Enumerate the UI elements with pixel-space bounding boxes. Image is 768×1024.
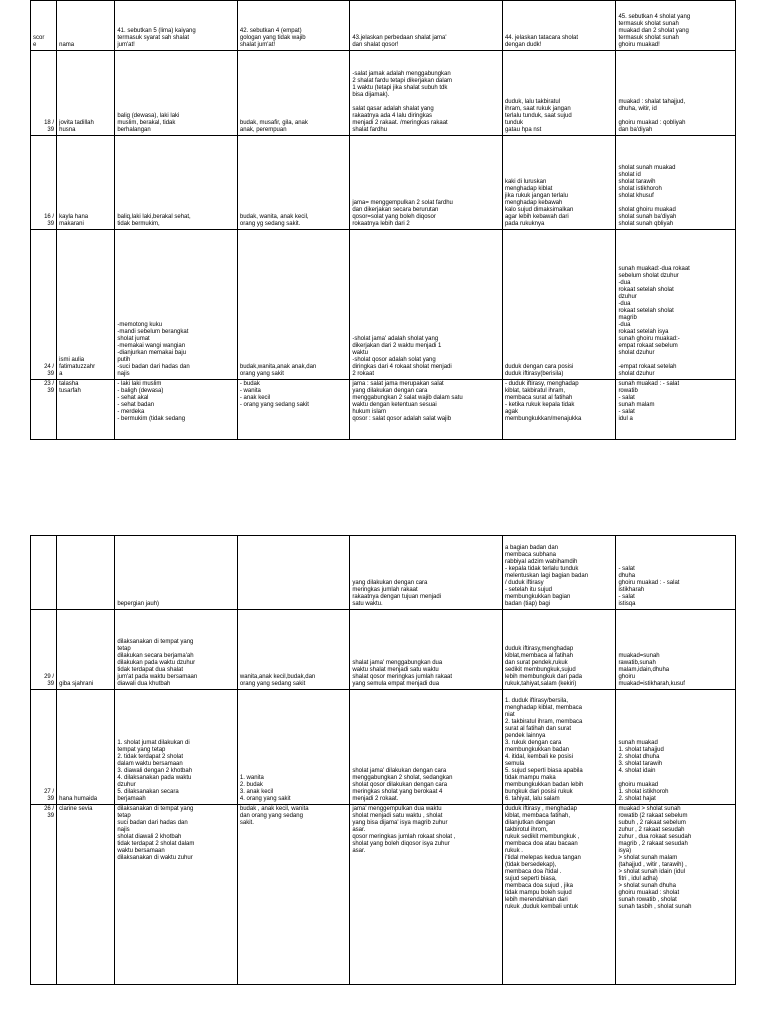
header-question-42: 42. sebutkan 4 (empat) gologan yang tidak wajib shalat jum'at! xyxy=(237,1,349,51)
nama-cell: clarine sevia xyxy=(57,805,115,985)
table-header-row xyxy=(31,1,736,51)
answer-44-cell: duduk dengan cara posisi duduk iftirasy(berisila) xyxy=(502,230,615,380)
table-row xyxy=(31,690,736,805)
answer-43-cell: shalat jama' menggabungkan dua waktu shalat menjadi satu waktu shalat qosor meringkas jumlah rakaat yang semula empat menjadi dua xyxy=(350,610,503,690)
answer-44-cell: kaki di luruskan menghadap kiblat jika rukuk jangan terlalu menghadap kebawah kalo sujud dimaksimalkan agar lebih kebawah dari pada rukuknya xyxy=(502,136,615,230)
answer-42-cell: budak, wanita, anak kecil, orang yg sedang sakit. xyxy=(237,136,349,230)
answer-43-cell: -salat jamak adalah menggabungkan 2 shalat fardu tetapi dikerjakan dalam 1 waktu (tetapi jika shalat subuh tdk bisa dijamak). salat qasar adalah shalat yang rakaatnya ada 4 lalu diringkas menjadi 2 rakaat. /meringkas rakaat shalat fardhu xyxy=(350,51,503,136)
document-page-2 xyxy=(0,535,768,1024)
answer-44-cell: duduk, lalu takbiratul ihram, saat rukuk jangan terlalu tunduk, saat sujud tunduk gatau hpa nst xyxy=(502,51,615,136)
score-cell: 29 / 39 xyxy=(31,610,57,690)
header-question-41: 41. sebutkan 5 (lima) kaiyang termasuk syarat sah shalat jum'at! xyxy=(115,1,238,51)
score-cell: 16 / 39 xyxy=(31,136,57,230)
answer-43-cell: yang dilakukan dengan cara meringkas jumlah rakaat rakaatnya dengan tujuan menjadi satu waktu. xyxy=(350,536,503,610)
answer-43-cell: -sholat jama' adalah sholat yang dikerjakan dari 2 waktu menjadi 1 waktu -sholat qosor adalah solat yang diringkas dari 4 rokaat sholat menjadi 2 rokaat xyxy=(350,230,503,380)
nama-cell: giba sjahrani xyxy=(57,610,115,690)
answer-45-cell: sunah muakad : - salat rowatib - salat sunah malam - salat idul a xyxy=(616,380,736,440)
answer-45-cell: - salat dhuha ghoiru muakad : - salat istikharah - salat istisqa xyxy=(616,536,736,610)
answer-41-cell: baliq,laki laki,berakal sehat, tidak bermukim, xyxy=(115,136,238,230)
answer-43-cell: jama= menggempulkan 2 solat fardhu dan dikerjakan secara berurutan qosor=solat yang boleh diqosor rokaatnya lebih dari 2 xyxy=(350,136,503,230)
answers-table-page-2 xyxy=(30,535,736,985)
answer-45-cell: muakad=sunah rawatib,sunah malam,idain,dhuha ghoiru muakad=istikharah,kusuf xyxy=(616,610,736,690)
answer-43-cell: sholat jama' dilakukan dengan cara menggabungkan 2 sholat, sedangkan sholat qosor dilakukan dengan cara meringkas sholat yang berokaat 4 menjadi 2 rokaat. xyxy=(350,690,503,805)
answer-41-cell: -memotong kuku -mandi sebelum berangkat sholat jumat -memakai wangi wangian -dianjurkan memakai baju putih -suci badan dari hadas dan najis xyxy=(115,230,238,380)
nama-cell: kayla hana makarani xyxy=(57,136,115,230)
table-row xyxy=(31,380,736,440)
header-question-43: 43.jelaskan perbedaan shalat jama' dan shalat qosor! xyxy=(350,1,503,51)
header-question-45: 45. sebutkan 4 sholat yang termasuk sholat sunah muakad dan 2 sholat yang termasuk sholat sunah ghoiru muakad! xyxy=(616,1,736,51)
answer-42-cell: budak,wanita,anak anak,dan orang yang sakit xyxy=(237,230,349,380)
score-cell: 18 / 39 xyxy=(31,51,57,136)
answer-45-cell: sunah muakad:-dua rokaat sebelum sholat dzuhur -dua rokaat setelah sholat dzuhur -dua rokaat setelah sholat magrib -dua rokaat setelah isya sunah ghoiru muakad:- empat rokaat sebelum sholat dzuhur -empat rokaat setelah sholat dzuhur xyxy=(616,230,736,380)
answer-42-cell xyxy=(237,536,349,610)
table-row xyxy=(31,805,736,985)
answer-44-cell: duduk iftirasy , menghadap kiblat, membaca fatihah, dilanjutkan dengan takbirotul ihrom, rukuk sedikit membungkuk , membaca doa atau bacaan rukuk . i'tidal melepas kedua tangan (tidak bersedekap), membaca doa i'tidal . sujud seperti biasa, membaca doa sujud , jika tidak mampu boleh sujud lebih merendahkan dari rukuk ,duduk kembali untuk xyxy=(502,805,615,985)
table-row xyxy=(31,51,736,136)
table-row xyxy=(31,610,736,690)
answer-45-cell: sunah muakad 1. sholat tahajjud 2. sholat dhuha 3. sholat tarawih 4. sholat idain ghoiru muakad 1. sholat istikhoroh 2. sholat hajat xyxy=(616,690,736,805)
table-row xyxy=(31,536,736,610)
table-row xyxy=(31,230,736,380)
score-cell xyxy=(31,536,57,610)
answer-44-cell: - duduk iftirasy, menghadap kiblat, takbiratul ihram, membaca surat al fatihah - ketika rukuk kepala tidak agak membungkukkan/menajukka xyxy=(502,380,615,440)
score-cell: 23 / 39 xyxy=(31,380,57,440)
answer-45-cell: sholat sunah muakad sholat id sholat tarawih sholat istikhoroh sholat khusuf sholat ghoiru muakad sholat sunah ba'diyah sholat sunah qbliyah xyxy=(616,136,736,230)
answer-41-cell: dilaksanakan di tempat yang tetap suci badan dari hadas dan najis sholat diawali 2 khotbah tidak terdapat 2 sholat dalam waktu bersamaan dilaksanakan di waktu zuhur xyxy=(115,805,238,985)
nama-cell: talasha tusarfah xyxy=(57,380,115,440)
answer-41-cell: 1. sholat jumat dilakukan di tempat yang tetap 2. tidak terdapat 2 sholat dalam waktu bersamaan 3. diawali dengan 2 khotbah 4. dilaksanakan pada waktu dzuhur 5. dilaksanakan secara berjamaah xyxy=(115,690,238,805)
document-page-1 xyxy=(0,0,768,470)
answer-42-cell: budak , anak kecil, wanita dan orang yang sedang sakit. xyxy=(237,805,349,985)
answer-42-cell: budak, musafir, gila, anak anak, perempuan xyxy=(237,51,349,136)
nama-cell xyxy=(57,536,115,610)
score-cell: 27 / 39 xyxy=(31,690,57,805)
answer-42-cell: - budak - wanita - anak kecil - orang yang sedang sakit xyxy=(237,380,349,440)
answer-43-cell: jama' menggempulkan dua waktu sholat menjadi satu waktu , sholat yang bisa dijama' isya magrib zuhur asar. qosor meringkas jumlah rokaat sholat , sholat yang boleh diqosor isya zuhur asar. xyxy=(350,805,503,985)
answer-45-cell: muakad : shalat tahajjud, dhuha, witir, id ghoiru muakad : qobliyah dan ba'diyah xyxy=(616,51,736,136)
answer-44-cell: 1. duduk iftirasy/bersila, menghadap kiblat, membaca niat 2. takbiratul ihram, membaca surat al fatihah dan surat pendek lainnya 3. rukuk dengan cara membungkukkan badan 4. itidal, kembali ke posisi semula 5. sujud seperti biasa apabila tidak mampu maka membungkukkan badan lebih bungkuk dari posisi rukuk 6. tahiyat, lalu salam xyxy=(502,690,615,805)
answer-42-cell: 1. wanita 2. budak 3. anak kecil 4. orang yang sakit xyxy=(237,690,349,805)
answer-44-cell: duduk iftirasy,menghadap kiblat,membaca al fatihah dan surat pendek,rukuk sedikit membungkuk,sujud lebih membungkuk dari pada rukuk,tahiyat,salam (kekiri) xyxy=(502,610,615,690)
answer-41-cell: dilaksanakan di tempat yang tetap dilakukan secara berjama'ah dilakukan pada waktu dzuhur tidak terdapat dua shalat jum'at pada waktu bersamaan diawali dua khutbah xyxy=(115,610,238,690)
answer-41-cell: - laki laki muslim - baligh (dewasa) - sehat akal - sehat badan - merdeka - bermukim (tidak sedang xyxy=(115,380,238,440)
header-question-44: 44. jelaskan tatacara sholat dengan dudk! xyxy=(502,1,615,51)
answer-43-cell: jama : salat jama merupakan salat yang dilakukan dengan cara menggabungkan 2 salat wajib dalam satu waktu dengan ketentuan sesuai hukum islam qosor : salat qosor adalah salat wajib xyxy=(350,380,503,440)
nama-cell: jovita tadillah husna xyxy=(57,51,115,136)
answers-table-page-1 xyxy=(30,0,736,440)
answer-41-cell: bepergian jauh) xyxy=(115,536,238,610)
header-nama: nama xyxy=(57,1,115,51)
table-row xyxy=(31,136,736,230)
score-cell: 24 / 39 xyxy=(31,230,57,380)
answer-45-cell: muakad > sholat sunah rowatib (2 rakaat sebelum subuh , 2 rakaat sebelum zuhur , 2 rakaat sesudah zuhur , dua rokaat sesudah magrib , 2 rakaat sesudah isya) > sholat sunah malam (tahajjud , witir , tarawih) , > sholat sunah idain (idul fitri , idul adha) > sholat sunah dhuha ghoiru muakad : sholat sunah rowatib , sholat sunah tasbih , sholat sunah xyxy=(616,805,736,985)
nama-cell: ismi aulia fatimatuzzahr a xyxy=(57,230,115,380)
answer-41-cell: balig (dewasa), laki laki muslim, berakal, tidak berhalangan xyxy=(115,51,238,136)
answer-42-cell: wanita,anak kecil,budak,dan orang yang sedang sakit xyxy=(237,610,349,690)
header-score: scor e xyxy=(31,1,57,51)
answer-44-cell: a bagian badan dan membaca subhana rabbiyal adzim wabihamdih - kepala tidak terlalu tunduk melentuskan lagi bagian badan / duduk iftirasy - setelah itu sujud membungkukkan bagian badan (tiap) bagi xyxy=(502,536,615,610)
nama-cell: hana humaida xyxy=(57,690,115,805)
score-cell: 26 / 39 xyxy=(31,805,57,985)
